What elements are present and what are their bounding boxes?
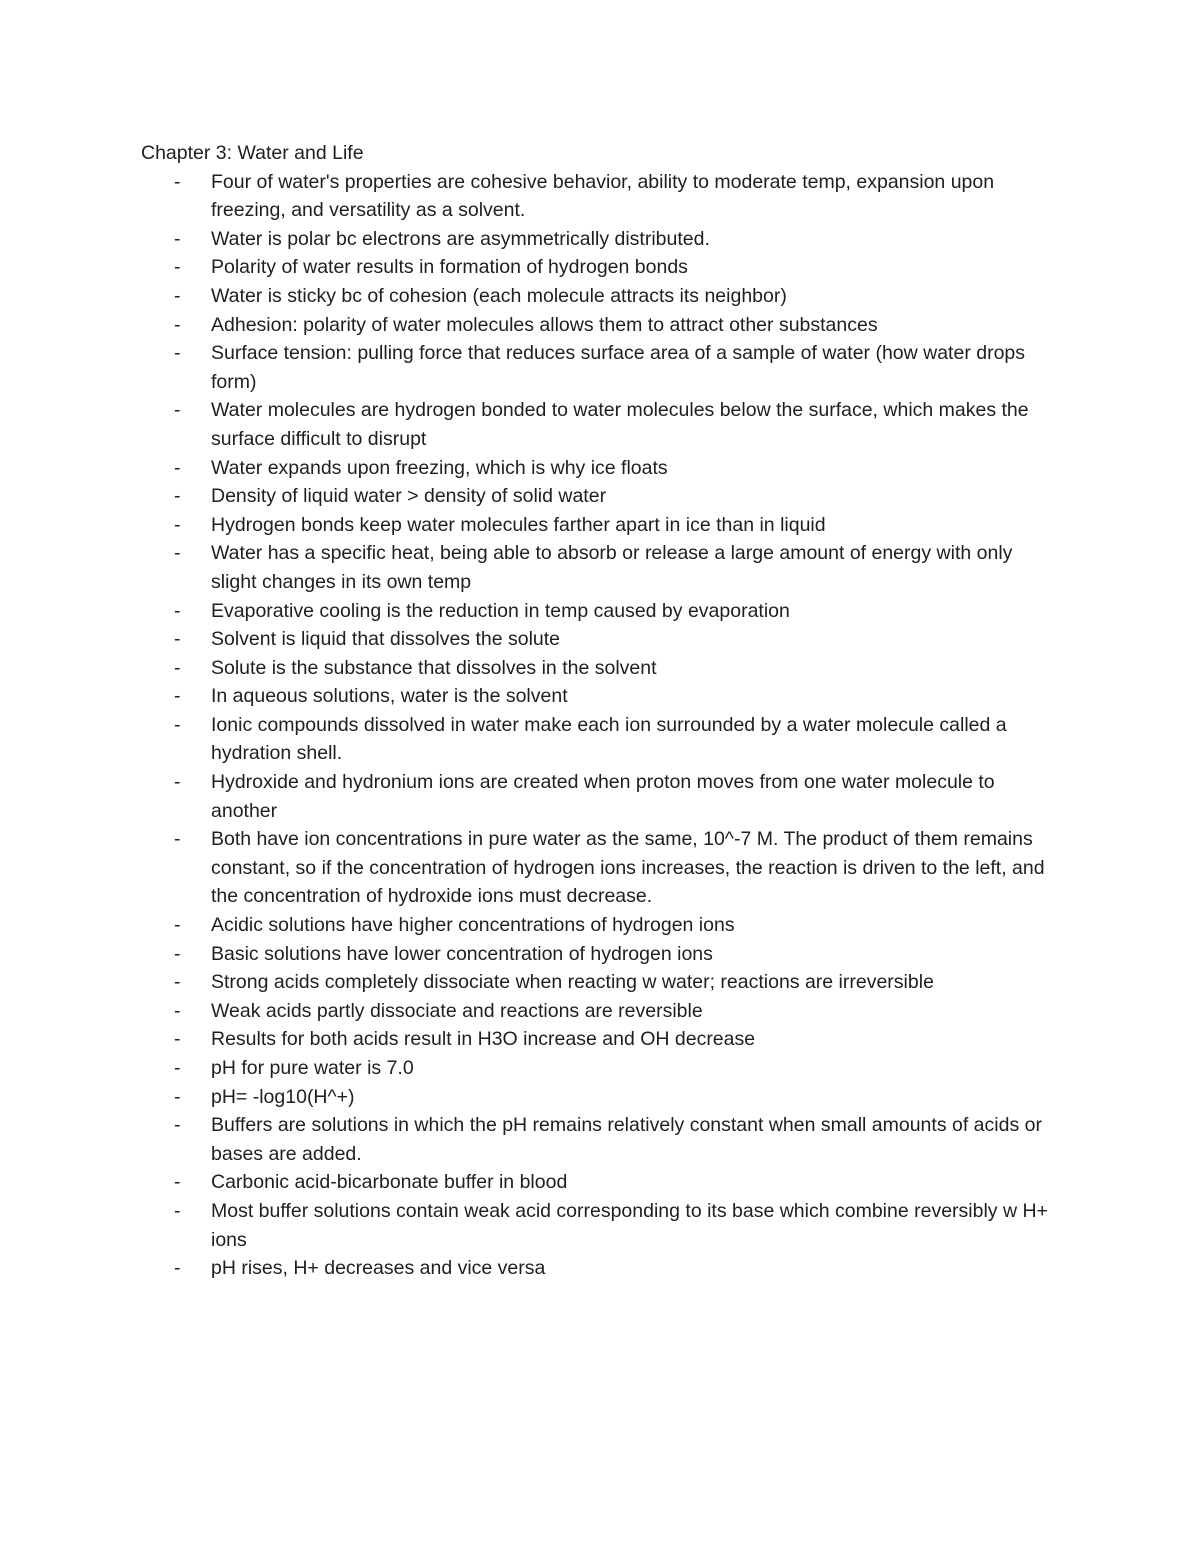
bullet-dash: - bbox=[174, 485, 181, 508]
bullet-text: Carbonic acid-bicarbonate buffer in blood bbox=[211, 1171, 568, 1194]
bullet-dash: - bbox=[174, 1114, 181, 1137]
list-item bbox=[141, 768, 1061, 825]
bullet-text: pH= -log10(H^+) bbox=[211, 1085, 355, 1108]
bullet-dash: - bbox=[174, 971, 181, 994]
bullet-dash: - bbox=[174, 1171, 181, 1194]
list-item bbox=[141, 1083, 1061, 1112]
list-item bbox=[141, 168, 1061, 225]
list-item bbox=[141, 282, 1061, 311]
bullet-text: Evaporative cooling is the reduction in temp caused by evaporation bbox=[211, 599, 790, 622]
bullet-text: Water expands upon freezing, which is why ice floats bbox=[211, 456, 668, 479]
bullet-dash: - bbox=[174, 342, 181, 365]
bullet-dash: - bbox=[174, 313, 181, 336]
list-item bbox=[141, 482, 1061, 511]
bullet-dash: - bbox=[174, 771, 181, 794]
bullet-dash: - bbox=[174, 227, 181, 250]
list-item bbox=[141, 1197, 1061, 1254]
bullet-dash: - bbox=[174, 1028, 181, 1051]
bullet-text: Surface tension: pulling force that reduces surface area of a sample of water (how water drops form) bbox=[211, 342, 1026, 393]
bullet-dash: - bbox=[174, 284, 181, 307]
list-item bbox=[141, 539, 1061, 596]
bullet-text: Water molecules are hydrogen bonded to water molecules below the surface, which makes the surface difficult to disrupt bbox=[211, 399, 1029, 450]
bullet-dash: - bbox=[174, 170, 181, 193]
list-item bbox=[141, 597, 1061, 626]
list-item bbox=[141, 825, 1061, 911]
bullet-text: Polarity of water results in formation of hydrogen bonds bbox=[211, 256, 688, 279]
bullet-text: Basic solutions have lower concentration of hydrogen ions bbox=[211, 942, 713, 965]
list-item bbox=[141, 1025, 1061, 1054]
bullet-text: Ionic compounds dissolved in water make each ion surrounded by a water molecule called a hydration shell. bbox=[211, 713, 1007, 765]
list-item bbox=[141, 1168, 1061, 1197]
list-item bbox=[141, 711, 1061, 768]
list-item bbox=[141, 940, 1061, 969]
bullet-dash: - bbox=[174, 513, 181, 536]
bullet-dash: - bbox=[174, 1257, 181, 1280]
bullet-dash: - bbox=[174, 685, 181, 708]
bullet-text: Weak acids partly dissociate and reactions are reversible bbox=[211, 999, 703, 1022]
bullet-dash: - bbox=[174, 942, 181, 965]
list-item bbox=[141, 225, 1061, 254]
bullet-text: Most buffer solutions contain weak acid corresponding to its base which combine reversibly w H+ ions bbox=[211, 1199, 1048, 1251]
list-item bbox=[141, 1254, 1061, 1283]
bullet-list bbox=[141, 168, 1061, 1283]
bullet-text: Acidic solutions have higher concentrations of hydrogen ions bbox=[211, 914, 735, 937]
list-item bbox=[141, 654, 1061, 683]
bullet-dash: - bbox=[174, 828, 181, 851]
bullet-text: Hydrogen bonds keep water molecules farther apart in ice than in liquid bbox=[211, 513, 826, 536]
bullet-dash: - bbox=[174, 456, 181, 479]
bullet-text: Buffers are solutions in which the pH remains relatively constant when small amounts of acids or bases are added. bbox=[211, 1114, 1042, 1165]
bullet-text: Strong acids completely dissociate when reacting w water; reactions are irreversible bbox=[211, 971, 934, 994]
list-item bbox=[141, 511, 1061, 540]
bullet-text: pH rises, H+ decreases and vice versa bbox=[211, 1257, 546, 1280]
bullet-text: Water is polar bc electrons are asymmetrically distributed. bbox=[211, 227, 710, 250]
bullet-text: Solute is the substance that dissolves in the solvent bbox=[211, 656, 657, 679]
bullet-dash: - bbox=[174, 999, 181, 1022]
bullet-text: pH for pure water is 7.0 bbox=[211, 1057, 414, 1079]
list-item bbox=[141, 454, 1061, 483]
bullet-dash: - bbox=[174, 399, 181, 422]
bullet-dash: - bbox=[174, 1199, 181, 1222]
bullet-text: In aqueous solutions, water is the solvent bbox=[211, 685, 568, 708]
list-item bbox=[141, 968, 1061, 997]
bullet-text: Solvent is liquid that dissolves the solute bbox=[211, 628, 561, 651]
bullet-dash: - bbox=[174, 256, 181, 279]
bullet-dash: - bbox=[174, 1057, 181, 1079]
bullet-dash: - bbox=[174, 713, 181, 736]
bullet-text: Hydroxide and hydronium ions are created when proton moves from one water molecule to another bbox=[211, 771, 995, 822]
bullet-dash: - bbox=[174, 599, 181, 622]
bullet-dash: - bbox=[174, 914, 181, 937]
list-item bbox=[141, 253, 1061, 282]
list-item bbox=[141, 339, 1061, 396]
bullet-dash: - bbox=[174, 628, 181, 651]
bullet-dash: - bbox=[174, 1085, 181, 1108]
bullet-text: Both have ion concentrations in pure water as the same, 10^-7 M. The product of them remains constant, so if the concentration of hydrogen ions increases, the reaction is driven to the left, and the concentration of hydroxide ions must decrease. bbox=[211, 828, 1045, 908]
bullet-text: Water has a specific heat, being able to absorb or release a large amount of energy with only slight changes in its own temp bbox=[211, 542, 1013, 593]
bullet-text: Four of water's properties are cohesive behavior, ability to moderate temp, expansion upon freezing, and versatility as a solvent. bbox=[211, 170, 995, 222]
page-title: Chapter 3: Water and Life bbox=[141, 142, 364, 164]
bullet-text: Results for both acids result in H3O increase and OH decrease bbox=[211, 1028, 756, 1051]
list-item bbox=[141, 1111, 1061, 1168]
list-item bbox=[141, 625, 1061, 654]
list-item bbox=[141, 311, 1061, 340]
list-item bbox=[141, 1054, 1061, 1083]
bullet-text: Adhesion: polarity of water molecules allows them to attract other substances bbox=[211, 313, 878, 336]
list-item bbox=[141, 997, 1061, 1026]
bullet-text: Density of liquid water > density of solid water bbox=[211, 485, 607, 508]
document-content bbox=[141, 139, 1061, 1283]
list-item bbox=[141, 396, 1061, 453]
list-item bbox=[141, 682, 1061, 711]
bullet-text: Water is sticky bc of cohesion (each molecule attracts its neighbor) bbox=[211, 284, 787, 307]
bullet-dash: - bbox=[174, 542, 181, 565]
bullet-dash: - bbox=[174, 656, 181, 679]
list-item bbox=[141, 911, 1061, 940]
